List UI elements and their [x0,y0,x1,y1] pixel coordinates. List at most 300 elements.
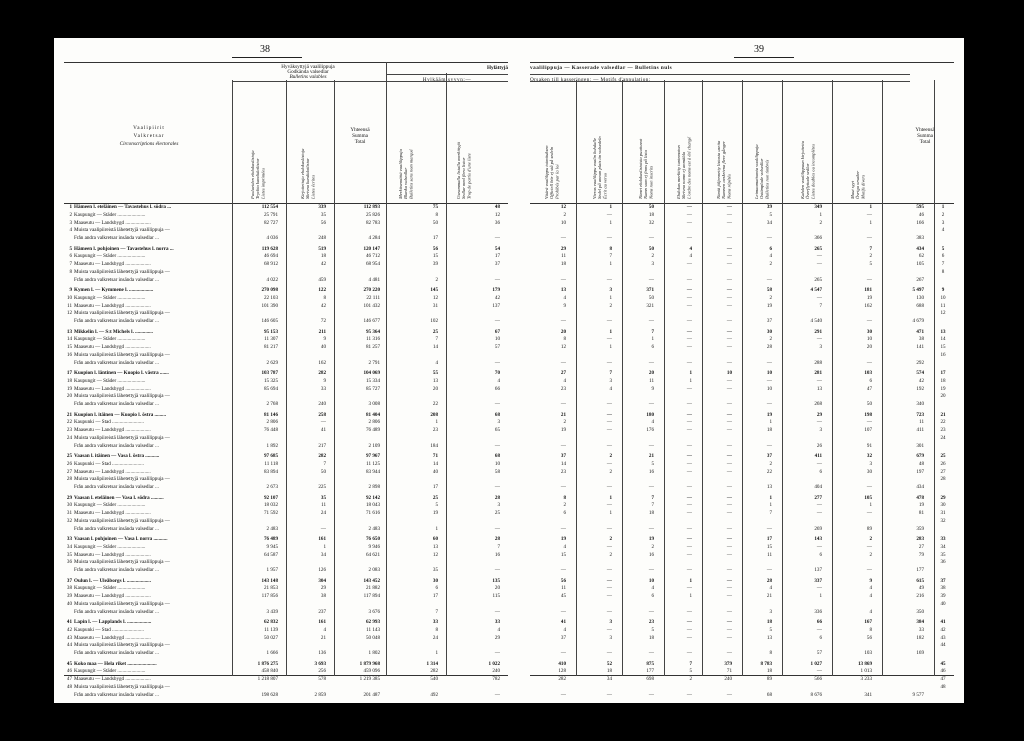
table-cell: 1 [609,219,612,226]
table-cell: 240 [724,676,732,683]
table-cell: 19 [648,536,654,542]
table-cell: — [726,585,732,592]
table-cell: 33 [918,626,924,633]
table-cell: 339 [318,204,326,210]
table-cell: — [726,245,732,252]
district-name: Kaupungit — Städer ...................... [74,668,146,675]
table-cell: — [686,585,692,592]
district-name: Från andra valkretsar insända valsedlar ... [74,401,159,408]
table-row [64,676,508,683]
valid-ballots-title: Hyväksyttyjä vaalilippuja [281,64,335,70]
table-cell: 4 036 [266,235,278,242]
rejected-reason-title: Hylkäämisyyyn:— [422,77,472,83]
table-cell: 350 [916,608,924,615]
table-cell: 143 [814,536,822,542]
table-cell: — [686,494,692,501]
table-cell: — [606,691,612,698]
district-name: Kymen l. — Kymmene l. ................... [74,287,154,293]
table-cell: 8 676 [810,691,822,698]
row-number-right: 33 [940,536,946,542]
table-cell: 7 [609,253,612,260]
table-cell: 112 554 [261,204,278,210]
table-cell: 7 [869,245,872,252]
district-name: Vaasan l. itäinen — Vasa l. östra ........... [74,453,160,459]
table-cell: 3 [819,344,822,351]
table-cell: 181 [864,287,872,293]
table-cell: — [686,385,692,392]
table-cell: 1 [819,593,822,600]
table-cell: 201 487 [363,691,380,698]
table-cell: 17 [494,253,500,260]
table-cell: 3 233 [860,676,872,683]
row-number: 40 [66,600,72,607]
table-cell: 4 [651,419,654,426]
table-cell: 56 [560,577,566,584]
table-cell: 256 [318,668,326,675]
table-cell: 62 832 [263,619,278,625]
table-cell: — [816,502,822,509]
table-cell: 25 [494,510,500,517]
table-cell: 366 [814,235,822,242]
table-cell: 197 [916,468,924,475]
table-cell: 25 [432,328,438,335]
table-cell: 58 [766,287,772,293]
table-cell: — [726,401,732,408]
table-cell: 7 [651,502,654,509]
table-cell: 95 153 [263,328,278,335]
table-cell: 371 [646,287,654,293]
table-cell: 85 727 [365,385,380,392]
table-cell: 37 [766,453,772,459]
row-number-right: 46 [940,668,946,675]
table-cell: 2 [689,676,692,683]
table-cell: — [766,567,772,574]
table-cell: 161 [318,619,326,625]
table-cell: — [726,593,732,600]
table-cell: 2 [563,419,566,426]
table-cell: 2 [769,336,772,343]
table-cell: 91 [866,442,872,449]
table-cell: 2 [651,543,654,550]
table-cell: 2 [869,551,872,558]
table-cell: — [866,211,872,218]
table-cell: 1 802 [368,650,380,657]
table-cell: 578 [318,676,326,683]
table-cell: 2 806 [266,419,278,426]
table-cell: 19 [766,302,772,309]
table-cell: 2 [869,536,872,542]
table-cell: 3 439 [266,608,278,615]
table-cell: 471 [916,328,924,335]
table-cell: — [686,442,692,449]
table-cell: 23 [648,619,654,625]
right-page [530,62,954,698]
table-cell: 27 [918,543,924,550]
table-cell: — [686,411,692,418]
table-cell: — [648,318,654,325]
table-cell: 288 [814,359,822,366]
row-number-right: 28 [940,476,946,483]
row-number-right: 16 [940,351,946,358]
row-number: 38 [66,585,72,592]
table-cell: 45 [560,593,566,600]
table-cell: — [494,650,500,657]
table-cell: — [726,468,732,475]
table-cell: — [816,336,822,343]
row-number: 45 [66,660,72,667]
table-cell: 97 967 [365,453,380,459]
table-cell: 723 [916,411,924,418]
col-rejected-total: Yhteensä Summa Total [915,127,935,145]
table-cell: 3 [769,608,772,615]
table-cell: 2 [563,211,566,218]
table-cell: 54 [494,245,500,252]
district-name: Muista vaalipiireistä lähetettyjä vaalilippuja — [74,227,170,234]
table-cell: 282 [430,668,438,675]
table-cell: 277 [814,494,822,501]
table-cell: 135 [492,577,500,584]
table-cell: 39 [432,261,438,268]
table-cell: 21 [766,593,772,600]
table-cell: 359 [916,525,924,532]
table-cell: 30 [432,577,438,584]
table-cell: — [726,411,732,418]
table-cell: — [726,328,732,335]
row-number-right: 20 [940,393,946,400]
table-cell: 48 [494,204,500,210]
table-cell: 2 [435,276,438,283]
table-cell: 4 284 [368,235,380,242]
table-cell: 20 [560,328,566,335]
table-cell: 7 [435,608,438,615]
table-cell: — [606,419,612,426]
table-cell: — [766,442,772,449]
col-valid-total: Yhteensä Summa Total [350,127,370,145]
table-cell: 182 [916,634,924,641]
table-cell: 11 [561,253,566,260]
table-cell: 50 [866,401,872,408]
table-cell: — [726,494,732,501]
table-cell: 177 [916,567,924,574]
row-number-right: 1 [941,204,945,210]
table-row [530,676,954,683]
district-name: Oulun l. — Uleåborgs l. ................... [74,577,151,584]
table-cell: 1 876 275 [257,660,278,667]
table-cell: — [606,235,612,242]
table-cell: — [606,502,612,509]
district-name: Från andra valkretsar insända valsedlar ... [74,525,159,532]
col-foreign-ballot: Vieras vaalilippu vaalin kohdalle Sedel på annan plats än valsedeln Écrit au verso [592,136,608,199]
row-number: 36 [66,559,72,566]
row-number: 34 [66,543,72,550]
table-cell: 8 [563,494,566,501]
table-cell: 301 [916,442,924,449]
table-cell: 105 [864,494,872,501]
table-cell: 1 [609,204,612,210]
row-number: 31 [66,510,72,517]
table-cell: 10 [494,460,500,467]
row-number: 23 [66,427,72,434]
table-cell: — [726,626,732,633]
table-cell: 9 [563,302,566,309]
row-number-right: 21 [940,411,946,418]
table-cell: 434 [916,484,924,491]
row-number-right: 37 [940,577,946,584]
table-cell: — [726,336,732,343]
table-cell: 22 111 [366,294,380,301]
table-cell: — [606,211,612,218]
row-number: 7 [69,261,72,268]
row-number-right: 24 [940,434,946,441]
table-cell: 13 [432,543,438,550]
table-cell: 2 [609,536,612,542]
table-cell: 20 [494,585,500,592]
table-cell: 10 [866,336,872,343]
table-cell: 46 [918,211,924,218]
table-cell: 1 [435,525,438,532]
table-cell: 145 [430,287,438,293]
district-heading-fi: Vaalipiirit [133,125,165,131]
table-cell: — [726,253,732,260]
table-cell: — [866,276,872,283]
table-cell: 2 [609,302,612,309]
row-number: 44 [66,642,72,649]
book-spread [54,38,964,703]
row-number: 29 [66,494,72,501]
district-name: Kaupungit — Städer ...................... [74,294,146,301]
table-cell: — [816,668,822,675]
table-cell: 3 008 [368,401,380,408]
table-cell: 120 147 [363,245,380,252]
table-cell: 265 [814,276,822,283]
table-cell: — [686,328,692,335]
table-cell: 38 [918,336,924,343]
table-cell: 3 [819,427,822,434]
table-cell: 19 [766,411,772,418]
table-cell: 17 [432,593,438,600]
table-cell: — [606,525,612,532]
table-cell: 8 [769,650,772,657]
district-name: Från andra valkretsar insända valsedlar ... [74,318,159,325]
table-cell: 68 [766,691,772,698]
table-cell: 2 629 [266,359,278,366]
table-cell: 2 673 [266,484,278,491]
table-cell: 2 [819,219,822,226]
table-cell: 11 [649,377,654,384]
table-cell: — [686,543,692,550]
row-number: 28 [66,476,72,483]
table-cell: 37 [560,453,566,459]
table-cell: 41 [320,427,326,434]
table-cell: 112 893 [363,204,380,210]
district-name: Maaseutu — Landsbygd .................... [74,219,151,226]
table-cell: 162 [864,302,872,309]
table-cell: 8 [323,294,326,301]
table-cell: 117 894 [363,593,380,600]
table-cell: — [686,468,692,475]
table-cell: — [726,427,732,434]
district-name: Muista vaalipiireistä lähetettyjä vaalilippuja — [74,351,170,358]
district-name: Mikkelin l. — S:t Michels l. .............. [74,328,153,335]
table-cell: — [686,359,692,366]
row-number-right: 45 [940,660,946,667]
table-cell: 42 [494,294,500,301]
table-cell: — [816,460,822,467]
table-cell: 76 489 [263,536,278,542]
page-number-right: 39 [754,44,764,55]
table-cell: 1 022 [488,660,500,667]
table-cell: 282 [318,453,326,459]
district-name: Hämeen l. eteläinen — Tavastehus l. södra ... [74,204,172,210]
table-cell: — [686,626,692,633]
table-cell: 2 [609,468,612,475]
district-name: Maaseutu — Landsbygd .................... [74,676,151,683]
table-cell: 1 [435,419,438,426]
table-cell: — [686,427,692,434]
table-cell: — [648,359,654,366]
table-cell: — [494,235,500,242]
table-cell: 13 [432,377,438,384]
district-name: Vaasan l. pohjoinen — Vasa l. norra ........... [74,536,168,542]
district-name: Muista vaalipiireistä lähetettyjä vaalilippuja — [74,476,170,483]
table-cell: — [606,276,612,283]
table-cell: 270 098 [261,287,278,293]
table-cell: 12 [432,294,438,301]
district-name: Muista vaalipiireistä lähetettyjä vaalilippuja — [74,268,170,275]
row-number: 48 [66,683,72,690]
table-cell: — [686,453,692,459]
district-name: Maaseutu — Landsbygd .................... [74,634,151,641]
row-number-right: 7 [941,261,945,268]
table-cell: 595 [916,204,924,210]
table-cell: — [648,650,654,657]
table-cell: 68 954 [365,261,380,268]
table-cell: 2 [869,253,872,260]
table-cell: — [686,276,692,283]
table-cell: — [866,318,872,325]
table-cell: 5 497 [912,287,924,293]
table-cell: 57 [494,344,500,351]
table-cell: 6 [819,551,822,558]
table-cell: 478 [916,494,924,501]
row-number: 15 [66,344,72,351]
table-cell: — [726,691,732,698]
row-number-right: 3 [941,219,945,226]
table-cell: 103 787 [261,370,278,376]
table-cell: 1 [651,336,654,343]
table-cell: — [686,419,692,426]
row-number-right: 15 [940,344,946,351]
table-cell: 349 [814,204,822,210]
col-wrong-ballot: Väärä vaalilippu toimituksen Officiell bör ej stå på sedeln Prohibés par la loi [544,145,560,199]
table-cell: 13 [766,634,772,641]
table-cell: 3 [609,619,612,625]
table-cell: — [726,211,732,218]
table-cell: 8 [435,211,438,218]
table-cell: 8 [869,626,872,633]
table-cell: 17 [432,235,438,242]
district-name: Kaupungit — Städer ...................... [74,502,146,509]
row-number-right: 10 [940,294,946,301]
district-name: Maaseutu — Landsbygd .................... [74,302,151,309]
table-cell: 270 220 [363,287,380,293]
row-number: 33 [66,536,72,542]
table-cell: 122 [318,287,326,293]
table-cell: — [866,419,872,426]
table-cell: 21 853 [263,585,278,592]
table-cell: 18 [606,668,612,675]
district-name: Muista vaalipiireistä lähetettyjä vaalilippuja — [74,434,170,441]
table-cell: 875 [646,660,654,667]
table-cell: 2 791 [368,359,380,366]
table-cell: — [726,204,732,210]
table-cell: — [606,484,612,491]
table-cell: 269 [814,525,822,532]
table-cell: — [606,318,612,325]
table-cell: 71 592 [263,510,278,517]
table-cell: — [686,235,692,242]
rejected-reason-right: Orsaken till kasseringen: — Motifs d'annulation: [530,77,651,83]
row-number-right: 40 [940,600,946,607]
district-name: Maaseutu — Landsbygd .................... [74,385,151,392]
table-cell: 268 [814,401,822,408]
table-cell: 27 [560,370,566,376]
row-number-right: 8 [941,268,945,275]
table-cell: 11 125 [366,460,380,467]
table-cell: 10 [648,577,654,584]
table-cell: 15 325 [263,377,278,384]
table-cell: 9 [323,336,326,343]
table-cell: 4 [563,626,566,633]
row-number-right: 42 [940,626,946,633]
row-number: 47 [66,676,72,683]
table-cell: — [816,585,822,592]
table-cell: 20 [648,370,654,376]
table-cell: 2 083 [368,567,380,574]
table-cell: — [560,235,566,242]
table-cell: 6 [651,344,654,351]
table-cell: 103 [864,650,872,657]
table-cell: 1 [689,593,692,600]
table-cell: — [726,650,732,657]
table-cell: 41 [560,619,566,625]
district-name: Från andra valkretsar insända valsedlar ... [74,484,159,491]
table-cell: — [866,359,872,366]
table-cell: 39 [766,204,772,210]
table-cell: — [866,567,872,574]
table-cell: 136 [318,650,326,657]
table-cell: 1 013 [860,668,872,675]
table-cell: 5 [869,261,872,268]
row-number-right: 31 [940,510,946,517]
table-cell: 40 [432,468,438,475]
table-cell: 56 [432,245,438,252]
table-cell: 10 [766,385,772,392]
table-row [530,684,954,691]
district-name: Kaupungit — Städer ...................... [74,211,146,218]
district-name: Kaupungit — Städer ...................... [74,585,146,592]
row-number: 1 [69,204,72,210]
table-cell: — [494,691,500,698]
table-cell: 17 [766,536,772,542]
table-cell: 4 [323,626,326,633]
table-cell: 282 [558,676,566,683]
table-cell: 12 [560,344,566,351]
table-cell: 55 [432,370,438,376]
table-cell: 161 [318,536,326,542]
table-cell: 33 [320,385,326,392]
table-cell: 23 [560,468,566,475]
